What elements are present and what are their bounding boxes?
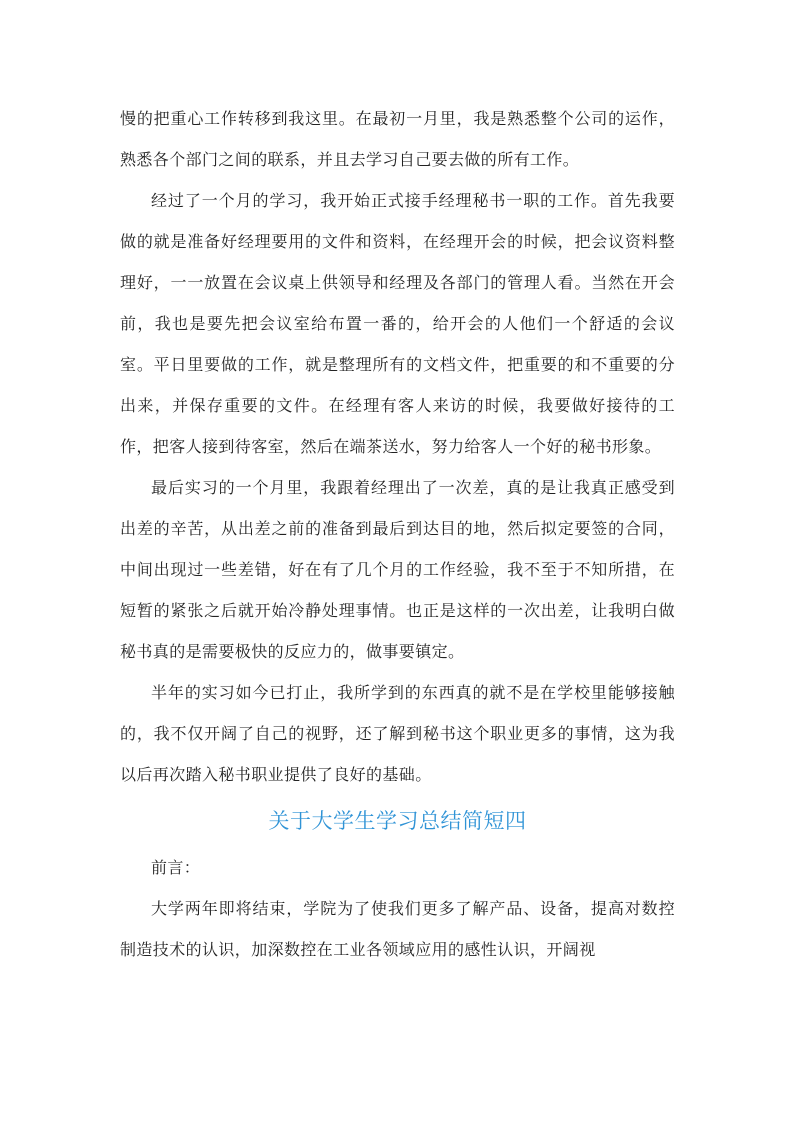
section-heading: 关于大学生学习总结简短四 bbox=[268, 809, 527, 833]
paragraph-4: 半年的实习如今已打止，我所学到的东西真的就不是在学校里能够接触的，我不仅开阔了自己的视野，还了解到秘书这个职业更多的事情，这为我以后再次踏入秘书职业提供了良好的基础。 bbox=[120, 683, 675, 784]
paragraph-3: 最后实习的一个月里，我跟着经理出了一次差，真的是让我真正感受到出差的辛苦，从出差之前的准备到最后到达目的地，然后拟定要签的合同，中间出现过一些差错，好在有了几个月的工作经验，我不至于不知所措，在短暂的紧张之后就开始冷静处理事情。也正是这样的一次出差，让我明白做秘书真的是需要极快的反应力的，做事要镇定。 bbox=[120, 478, 675, 661]
preface-label: 前言： bbox=[151, 858, 201, 877]
paragraph-5: 大学两年即将结束，学院为了使我们更多了解产品、设备，提高对数控制造技术的认识，加深数控在工业各领域应用的感性认识，开阔视 bbox=[120, 899, 675, 959]
document-body bbox=[120, 98, 675, 970]
paragraph-1: 慢的把重心工作转移到我这里。在最初一月里，我是熟悉整个公司的运作，熟悉各个部门之间的联系，并且去学习自己要去做的所有工作。 bbox=[120, 109, 675, 169]
paragraph-2: 经过了一个月的学习，我开始正式接手经理秘书一职的工作。首先我要做的就是准备好经理要用的文件和资料，在经理开会的时候，把会议资料整理好，一一放置在会议桌上供领导和经理及各部门的管理人看。当然在开会前，我也是要先把会议室给布置一番的，给开会的人他们一个舒适的会议室。平日里要做的工作，就是整理所有的文档文件，把重要的和不重要的分出来，并保存重要的文件。在经理有客人来访的时候，我要做好接待的工作，把客人接到待客室，然后在端茶送水，努力给客人一个好的秘书形象。 bbox=[120, 191, 675, 456]
